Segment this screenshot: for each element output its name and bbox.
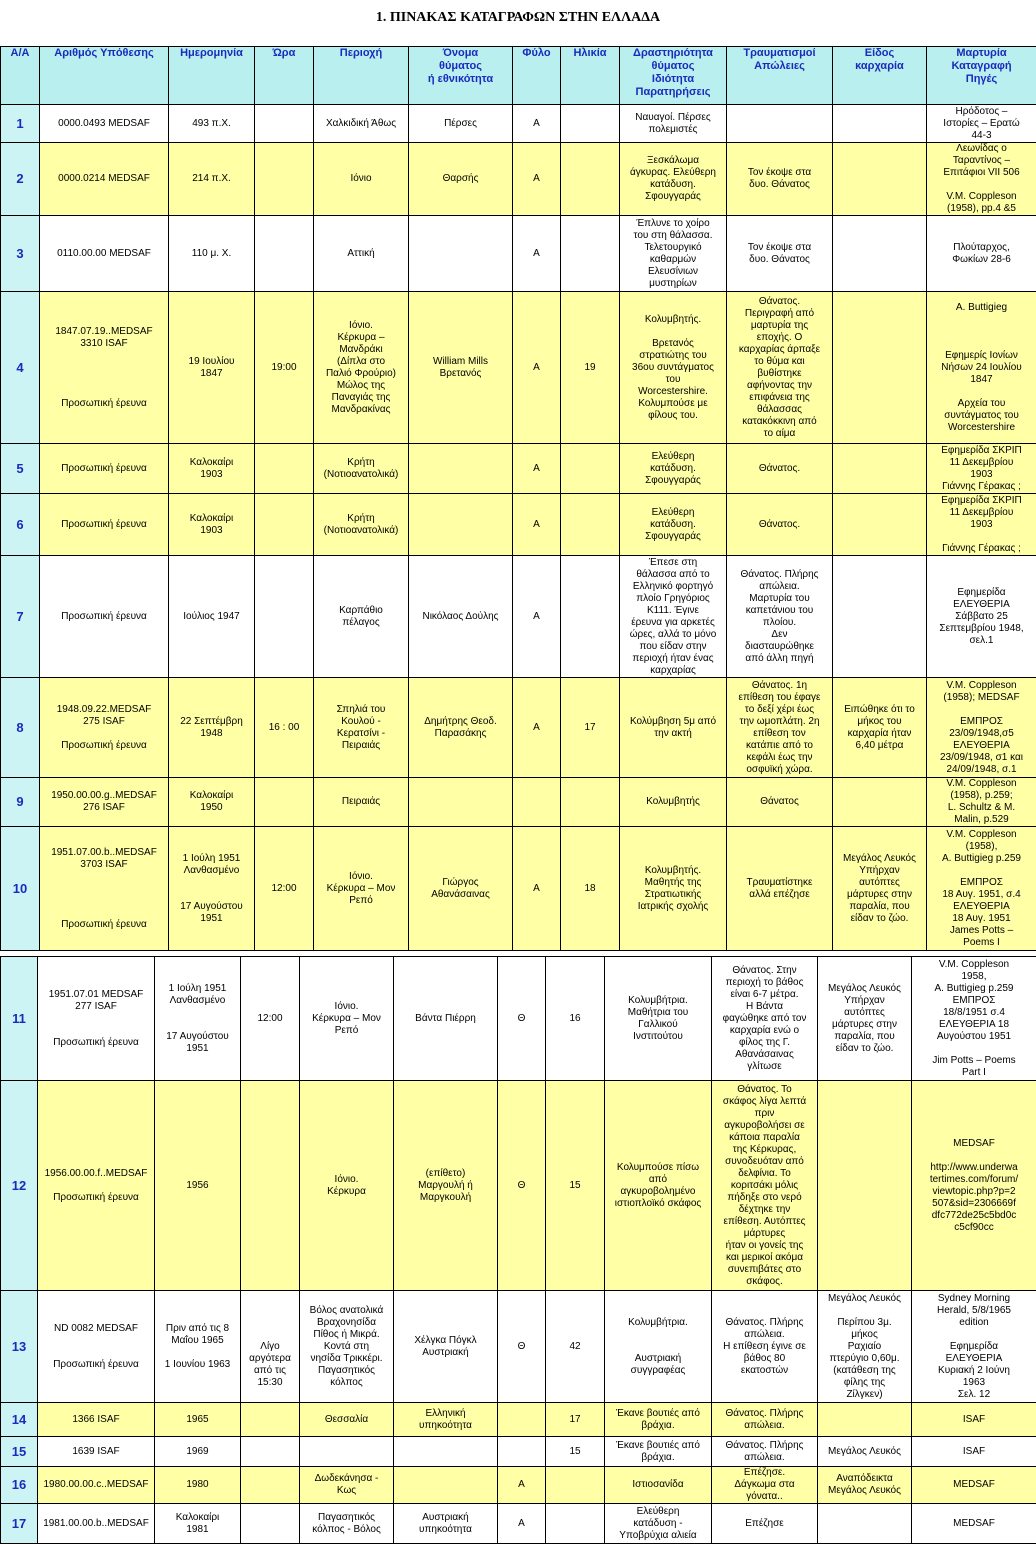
sources-cell: Εφημερίδα ΕΛΕΥΘΕΡΙΑ Σάββατο 25 Σεπτεμβρίου 1948, σελ.1 xyxy=(927,556,1036,678)
row-number-cell: 3 xyxy=(1,216,40,292)
sources-cell: MEDSAF xyxy=(912,1467,1036,1504)
victim-cell: Νικόλαος Δούλης xyxy=(409,556,513,678)
age-cell: 17 xyxy=(546,1403,605,1437)
date-cell: 214 π.Χ. xyxy=(169,143,255,216)
injuries-cell: Θάνατος. Πλήρης απώλεια. xyxy=(712,1403,818,1437)
activity-cell: Έπεσε στη θάλασσα από το Ελληνικό φορτηγό πλοίο Γρηγόριος Κ111. Έγινε έρευνα για αρκετές ώρες, αλλά το μόνο που είδαν στην περιοχή ήταν ένας καρχαρίας xyxy=(620,556,727,678)
age-cell: 19 xyxy=(561,292,620,444)
row-number-cell: 12 xyxy=(1,1081,38,1291)
header-row xyxy=(1,47,1036,105)
victim-cell xyxy=(409,444,513,494)
time-cell xyxy=(255,556,314,678)
age-cell xyxy=(561,216,620,292)
case-number-cell: 1639 ISAF xyxy=(38,1437,155,1467)
area-cell: Χαλκιδική Άθως xyxy=(314,105,409,143)
time-cell xyxy=(255,778,314,827)
injuries-cell: Επέζησε xyxy=(712,1504,818,1544)
injuries-cell: Θάνατος. Πλήρης απώλεια. Μαρτυρία του καπετάνιου του πλοίου. Δεν διασταυρώθηκε από άλλη πηγή xyxy=(727,556,833,678)
time-cell xyxy=(241,1403,300,1437)
row-number-cell: 13 xyxy=(1,1291,38,1403)
area-cell: Βόλος ανατολικά Βραχονησίδα Πίθος ή Μικρά. Κοντά στη νησίδα Τρικκέρι. Παγασητικός κόλπος xyxy=(300,1291,394,1403)
activity-cell: Έκανε βουτιές από βράχια. xyxy=(605,1403,712,1437)
area-cell: Ιόνιο. Κέρκυρα – Μον Ρεπό xyxy=(314,827,409,951)
sources-cell: Πλούταρχος, Φωκίων 28-6 xyxy=(927,216,1036,292)
case-number-cell: 1951.07.00.b..MEDSAF 3703 ISAF Προσωπική έρευνα xyxy=(40,827,169,951)
injuries-cell: Θάνατος. 1η επίθεση του έφαγε το δεξί χέρι έως την ωμοπλάτη. 2η επίθεση τον κατάπιε από το κεφάλι έως την οσφυϊκή χώρα. xyxy=(727,678,833,778)
sources-cell: Εφημερίδα ΣΚΡΙΠ 11 Δεκεμβρίου 1903 Γιάννης Γέρακας ; xyxy=(927,494,1036,556)
age-cell xyxy=(561,556,620,678)
date-cell: Πριν από τις 8 Μαΐου 1965 1 Ιουνίου 1963 xyxy=(155,1291,241,1403)
table-body-1 xyxy=(1,105,1036,951)
injuries-cell xyxy=(727,105,833,143)
shark-type-cell xyxy=(818,1504,912,1544)
age-cell: 15 xyxy=(546,1081,605,1291)
shark-type-cell xyxy=(833,105,927,143)
age-cell: 15 xyxy=(546,1437,605,1467)
table-row xyxy=(1,1437,1036,1467)
date-cell: 22 Σεπτέμβρη 1948 xyxy=(169,678,255,778)
victim-cell: Ελληνική υπηκοότητα xyxy=(394,1403,498,1437)
sources-cell: Εφημερίδα ΣΚΡΙΠ 11 Δεκεμβρίου 1903 Γιάννης Γέρακας ; xyxy=(927,444,1036,494)
row-number-cell: 10 xyxy=(1,827,40,951)
sex-cell: Α xyxy=(513,216,561,292)
victim-cell: Δημήτρης Θεοδ. Παρασάκης xyxy=(409,678,513,778)
table-row xyxy=(1,957,1036,1081)
activity-cell: Ελεύθερη κατάδυση. Σφουγγαράς xyxy=(620,494,727,556)
injuries-cell: Θάνατος. xyxy=(727,494,833,556)
case-number-cell: 1981.00.00.b..MEDSAF xyxy=(38,1504,155,1544)
victim-cell: Αυστριακή υπηκοότητα xyxy=(394,1504,498,1544)
sources-cell: Λεωνίδας ο Ταραντίνος – Επιτάφιοι VII 506 V.M. Coppleson (1958), pp.4 &5 xyxy=(927,143,1036,216)
sex-cell: Α xyxy=(513,444,561,494)
table-row xyxy=(1,143,1036,216)
sex-cell xyxy=(513,778,561,827)
case-number-cell: 1956.00.00.f..MEDSAF Προσωπική έρευνα xyxy=(38,1081,155,1291)
time-cell xyxy=(241,1437,300,1467)
time-cell: Λίγο αργότερα από τις 15:30 xyxy=(241,1291,300,1403)
injuries-cell: Τραυματίστηκε αλλά επέζησε xyxy=(727,827,833,951)
row-number-cell: 16 xyxy=(1,1467,38,1504)
sex-cell: Α xyxy=(498,1467,546,1504)
activity-cell: Κολυμβητής. Μαθητής της Στρατιωτικής Ιατρικής σχολής xyxy=(620,827,727,951)
activity-cell: Ελεύθερη κατάδυση - Υποβρύχια αλιεία xyxy=(605,1504,712,1544)
victim-cell xyxy=(409,216,513,292)
activity-cell: Κολυμβήτρια. Μαθήτρια του Γαλλικού Ινστιτούτου xyxy=(605,957,712,1081)
injuries-cell: Θάνατος. xyxy=(727,444,833,494)
area-cell: Ιόνιο. Κέρκυρα – Μον Ρεπό xyxy=(300,957,394,1081)
area-cell: Κρήτη (Νοτιοανατολικά) xyxy=(314,494,409,556)
activity-cell: Κολυμβητής xyxy=(620,778,727,827)
time-cell xyxy=(255,105,314,143)
time-cell: 12:00 xyxy=(255,827,314,951)
injuries-cell: Θάνατος. Πλήρης απώλεια. xyxy=(712,1437,818,1467)
row-number-cell: 4 xyxy=(1,292,40,444)
date-cell: 19 Ιουλίου 1847 xyxy=(169,292,255,444)
case-number-cell: 1951.07.01 MEDSAF 277 ISAF Προσωπική έρευνα xyxy=(38,957,155,1081)
row-number-cell: 5 xyxy=(1,444,40,494)
shark-type-cell xyxy=(818,1403,912,1437)
row-number-cell: 9 xyxy=(1,778,40,827)
sex-cell: Α xyxy=(513,143,561,216)
case-number-cell: Προσωπική έρευνα xyxy=(40,556,169,678)
date-cell: 1 Ιούλη 1951 Λανθασμένο 17 Αυγούστου 1951 xyxy=(169,827,255,951)
time-cell: 12:00 xyxy=(241,957,300,1081)
activity-cell: Κολύμβηση 5μ από την ακτή xyxy=(620,678,727,778)
date-cell: Ιούλιος 1947 xyxy=(169,556,255,678)
victim-cell: Χέλγκα Πόγκλ Αυστριακή xyxy=(394,1291,498,1403)
area-cell: Καρπάθιο πέλαγος xyxy=(314,556,409,678)
victim-cell: William Mills Βρετανός xyxy=(409,292,513,444)
sources-cell: V.M. Coppleson (1958); MEDSAF ΕΜΠΡΟΣ 23/09/1948,σ5 ΕΛΕΥΘΕΡΙΑ 23/09/1948, σ1 και 24/09/1948, σ.1 xyxy=(927,678,1036,778)
table-row xyxy=(1,827,1036,951)
table-row xyxy=(1,1467,1036,1504)
case-number-cell: 1980.00.00.c..MEDSAF xyxy=(38,1467,155,1504)
age-cell: 16 xyxy=(546,957,605,1081)
shark-type-cell xyxy=(833,778,927,827)
sex-cell xyxy=(498,1403,546,1437)
row-number-cell: 6 xyxy=(1,494,40,556)
case-number-cell: 1366 ISAF xyxy=(38,1403,155,1437)
shark-type-cell: Μεγάλος Λευκός Υπήρχαν αυτόπτες μάρτυρες στην παραλία, που είδαν το ζώο. xyxy=(833,827,927,951)
table-row xyxy=(1,778,1036,827)
shark-type-cell xyxy=(818,1081,912,1291)
sex-cell: Θ xyxy=(498,1291,546,1403)
time-cell xyxy=(255,444,314,494)
shark-type-cell xyxy=(833,292,927,444)
age-cell xyxy=(561,105,620,143)
sex-cell: Α xyxy=(498,1504,546,1544)
sources-cell: MEDSAF xyxy=(912,1504,1036,1544)
case-number-cell: Προσωπική έρευνα xyxy=(40,494,169,556)
sources-cell: V.M. Coppleson (1958), A. Buttigieg p.259 ΕΜΠΡΟΣ 18 Αυγ. 1951, σ.4 ΕΛΕΥΘΕΡΙΑ 18 Αυγ. 1951 James Potts – Poems I xyxy=(927,827,1036,951)
age-cell xyxy=(546,1504,605,1544)
date-cell: 1965 xyxy=(155,1403,241,1437)
age-cell xyxy=(561,444,620,494)
table-row xyxy=(1,292,1036,444)
date-cell: 1 Ιούλη 1951 Λανθασμένο 17 Αυγούστου 1951 xyxy=(155,957,241,1081)
time-cell xyxy=(255,216,314,292)
age-cell xyxy=(561,494,620,556)
area-cell: Σπηλιά του Κουλού - Κερατσίνι - Πειραιάς xyxy=(314,678,409,778)
area-cell: Ιόνιο. Κέρκυρα – Μανδράκι (Δίπλα στο Παλιό Φρούριο) Μώλος της Παναγιάς της Μανδρακίνας xyxy=(314,292,409,444)
injuries-cell: Θάνατος. Το σκάφος λίγα λεπτά πριν αγκυροβολήσει σε κάποια παραλία της Κέρκυρας, συνοδευόταν από δελφίνια. Το κοριτσάκι μόλις πήδηξε στο νερό δέχτηκε την επίθεση. Αυτόπτες μάρτυρες ήταν οι γονείς της και μερικοί ακόμα συνεπιβάτες στο σκάφος. xyxy=(712,1081,818,1291)
sources-cell: A. Buttigieg Εφημερίς Ιονίων Νήσων 24 Ιουλίου 1847 Αρχεία του συντάγματος του Worcestershire xyxy=(927,292,1036,444)
shark-type-cell xyxy=(833,143,927,216)
col-sources-header: Μαρτυρία Καταγραφή Πηγές xyxy=(927,47,1036,105)
date-cell: Καλοκαίρι 1981 xyxy=(155,1504,241,1544)
cases-table-part-2 xyxy=(0,956,1036,1544)
age-cell: 42 xyxy=(546,1291,605,1403)
cases-table-part-1 xyxy=(0,46,1036,951)
table-row xyxy=(1,1504,1036,1544)
activity-cell: Ιστιοσανίδα xyxy=(605,1467,712,1504)
shark-type-cell xyxy=(833,444,927,494)
shark-type-cell: Αναπόδεικτα Μεγάλος Λευκός xyxy=(818,1467,912,1504)
sex-cell xyxy=(498,1437,546,1467)
sex-cell: Θ xyxy=(498,1081,546,1291)
area-cell: Ιόνιο xyxy=(314,143,409,216)
shark-type-cell: Μεγάλος Λευκός xyxy=(818,1437,912,1467)
col-aa-header: Α/Α xyxy=(1,47,40,105)
sources-cell: ISAF xyxy=(912,1437,1036,1467)
sources-cell: V.M. Coppleson 1958, A. Buttigieg p.259 ΕΜΠΡΟΣ 18/8/1951 σ.4 ΕΛΕΥΘΕΡΙΑ 18 Αυγούστου 1951 Jim Potts – Poems Part I xyxy=(912,957,1036,1081)
case-number-cell: 0000.0493 MEDSAF xyxy=(40,105,169,143)
sources-cell: ISAF xyxy=(912,1403,1036,1437)
sex-cell: Α xyxy=(513,292,561,444)
row-number-cell: 17 xyxy=(1,1504,38,1544)
sex-cell: Α xyxy=(513,678,561,778)
victim-cell xyxy=(409,778,513,827)
row-number-cell: 11 xyxy=(1,957,38,1081)
activity-cell: Ναυαγοί. Πέρσες πολεμιστές xyxy=(620,105,727,143)
area-cell xyxy=(300,1437,394,1467)
row-number-cell: 2 xyxy=(1,143,40,216)
shark-type-cell: Ειπώθηκε ότι το μήκος του καρχαρία ήταν 6,40 μέτρα xyxy=(833,678,927,778)
row-number-cell: 15 xyxy=(1,1437,38,1467)
sources-cell: Ηρόδοτος – Ιστορίες – Ερατώ 44-3 xyxy=(927,105,1036,143)
time-cell: 16 : 00 xyxy=(255,678,314,778)
area-cell: Πειραιάς xyxy=(314,778,409,827)
victim-cell xyxy=(394,1467,498,1504)
activity-cell: Έκανε βουτιές από βράχια. xyxy=(605,1437,712,1467)
date-cell: 1969 xyxy=(155,1437,241,1467)
victim-cell: Πέρσες xyxy=(409,105,513,143)
sex-cell: Α xyxy=(513,105,561,143)
shark-type-cell xyxy=(833,556,927,678)
sources-cell: Sydney Morning Herald, 5/8/1965 edition Εφημερίδα ΕΛΕΥΘΕΡΙΑ Κυριακή 2 Ιούνη 1963 Σελ. 12 xyxy=(912,1291,1036,1403)
victim-cell: (επίθετο) Μαργουλή ή Μαργκουλή xyxy=(394,1081,498,1291)
table-row xyxy=(1,1403,1036,1437)
col-date-header: Ημερομηνία xyxy=(169,47,255,105)
injuries-cell: Θάνατος xyxy=(727,778,833,827)
sex-cell: Θ xyxy=(498,957,546,1081)
table-row xyxy=(1,556,1036,678)
table-row xyxy=(1,494,1036,556)
area-cell: Δωδεκάνησα - Κως xyxy=(300,1467,394,1504)
shark-type-cell xyxy=(833,216,927,292)
shark-type-cell xyxy=(833,494,927,556)
victim-cell xyxy=(394,1437,498,1467)
table-row xyxy=(1,1081,1036,1291)
victim-cell: Γιώργος Αθανάσαινας xyxy=(409,827,513,951)
table-body-2 xyxy=(1,957,1036,1544)
age-cell xyxy=(561,143,620,216)
time-cell: 19:00 xyxy=(255,292,314,444)
injuries-cell: Θάνατος. Περιγραφή από μαρτυρία της εποχής. Ο καρχαρίας άρπαξε το θύμα και βυθίστηκε αφήνοντας την επιφάνεια της θάλασσας κατακόκκινη από το αίμα xyxy=(727,292,833,444)
table-row xyxy=(1,105,1036,143)
case-number-cell: Προσωπική έρευνα xyxy=(40,444,169,494)
activity-cell: Ξεσκάλωμα άγκυρας. Ελεύθερη κατάδυση. Σφουγγαράς xyxy=(620,143,727,216)
case-number-cell: 1950.00.00.g..MEDSAF 276 ISAF xyxy=(40,778,169,827)
time-cell xyxy=(255,143,314,216)
victim-cell: Θαρσής xyxy=(409,143,513,216)
sex-cell: Α xyxy=(513,827,561,951)
date-cell: 493 π.Χ. xyxy=(169,105,255,143)
case-number-cell: 0110.00.00 MEDSAF xyxy=(40,216,169,292)
time-cell xyxy=(255,494,314,556)
date-cell: Καλοκαίρι 1950 xyxy=(169,778,255,827)
case-number-cell: 0000.0214 MEDSAF xyxy=(40,143,169,216)
sex-cell: Α xyxy=(513,556,561,678)
age-cell xyxy=(561,778,620,827)
activity-cell: Ελεύθερη κατάδυση. Σφουγγαράς xyxy=(620,444,727,494)
row-number-cell: 1 xyxy=(1,105,40,143)
victim-cell xyxy=(409,494,513,556)
sources-cell: MEDSAF http://www.underwa tertimes.com/forum/ viewtopic.php?p=2 507&sid=2306669f dfc772de25c5bd0c c5cf90cc xyxy=(912,1081,1036,1291)
area-cell: Κρήτη (Νοτιοανατολικά) xyxy=(314,444,409,494)
area-cell: Ιόνιο. Κέρκυρα xyxy=(300,1081,394,1291)
activity-cell: Κολυμπούσε πίσω από αγκυροβολημένο ιστιοπλοϊκό σκάφος xyxy=(605,1081,712,1291)
activity-cell: Έπλυνε το χοίρο του στη θάλασσα. Τελετουργικό καθαρμών Ελευσίνιων μυστηρίων xyxy=(620,216,727,292)
table-row xyxy=(1,1291,1036,1403)
case-number-cell: 1847.07.19..MEDSAF 3310 ISAF Προσωπική έρευνα xyxy=(40,292,169,444)
victim-cell: Βάντα Πιέρρη xyxy=(394,957,498,1081)
area-cell: Θεσσαλία xyxy=(300,1403,394,1437)
page-title: 1. ΠΙΝΑΚΑΣ ΚΑΤΑΓΡΑΦΩΝ ΣΤΗΝ ΕΛΛΑΔΑ xyxy=(0,10,1036,26)
injuries-cell: Τον έκοψε στα δυο. Θάνατος xyxy=(727,143,833,216)
col-case-number-header: Αριθμός Υπόθεσης xyxy=(40,47,169,105)
col-victim-header: Όνομα θύματος ή εθνικότητα xyxy=(409,47,513,105)
date-cell: 1956 xyxy=(155,1081,241,1291)
time-cell xyxy=(241,1504,300,1544)
age-cell: 18 xyxy=(561,827,620,951)
row-number-cell: 14 xyxy=(1,1403,38,1437)
injuries-cell: Θάνατος. Πλήρης απώλεια. Η επίθεση έγινε σε βάθος 80 εκατοστών xyxy=(712,1291,818,1403)
activity-cell: Κολυμβητής. Βρετανός στρατιώτης του 36ου συντάγματος του Worcestershire. Κολυμπούσε με φίλους του. xyxy=(620,292,727,444)
injuries-cell: Τον έκοψε στα δυο. Θάνατος xyxy=(727,216,833,292)
case-number-cell: ND 0082 MEDSAF Προσωπική έρευνα xyxy=(38,1291,155,1403)
shark-type-cell: Μεγάλος Λευκός Υπήρχαν αυτόπτες μάρτυρες στην παραλία, που είδαν το ζώο. xyxy=(818,957,912,1081)
col-time-header: Ώρα xyxy=(255,47,314,105)
sex-cell: Α xyxy=(513,494,561,556)
date-cell: 110 μ. Χ. xyxy=(169,216,255,292)
time-cell xyxy=(241,1081,300,1291)
date-cell: Καλοκαίρι 1903 xyxy=(169,444,255,494)
date-cell: 1980 xyxy=(155,1467,241,1504)
col-shark-type-header: Είδος καρχαρία xyxy=(833,47,927,105)
col-injuries-header: Τραυματισμοί Απώλειες xyxy=(727,47,833,105)
table-row xyxy=(1,216,1036,292)
row-number-cell: 7 xyxy=(1,556,40,678)
row-number-cell: 8 xyxy=(1,678,40,778)
table-row xyxy=(1,678,1036,778)
col-age-header: Ηλικία xyxy=(561,47,620,105)
date-cell: Καλοκαίρι 1903 xyxy=(169,494,255,556)
injuries-cell: Θάνατος. Στην περιοχή το βάθος είναι 6-7 μέτρα. Η Βάντα φαγώθηκε από τον καρχαρία ενώ ο φίλος της Γ. Αθανάσαινας γλίτωσε xyxy=(712,957,818,1081)
sources-cell: V.M. Coppleson (1958), p.259; L. Schultz & M. Malin, p.529 xyxy=(927,778,1036,827)
col-sex-header: Φύλο xyxy=(513,47,561,105)
area-cell: Αττική xyxy=(314,216,409,292)
area-cell: Παγασητικός κόλπος - Βόλος xyxy=(300,1504,394,1544)
shark-type-cell: Μεγάλος Λευκός Περίπου 3μ. μήκος Ραχιαίο πτερύγιο 0,60μ. (κατάθεση της φίλης της Ζίλγκεν) xyxy=(818,1291,912,1403)
injuries-cell: Επέζησε. Δάγκωμα στα γόνατα.. xyxy=(712,1467,818,1504)
col-activity-header: Δραστηριότητα θύματος Ιδιότητα Παρατηρήσεις xyxy=(620,47,727,105)
age-cell xyxy=(546,1467,605,1504)
time-cell xyxy=(241,1467,300,1504)
activity-cell: Κολυμβήτρια. Αυστριακή συγγραφέας xyxy=(605,1291,712,1403)
table-row xyxy=(1,444,1036,494)
case-number-cell: 1948.09.22.MEDSAF 275 ISAF Προσωπική έρευνα xyxy=(40,678,169,778)
age-cell: 17 xyxy=(561,678,620,778)
col-area-header: Περιοχή xyxy=(314,47,409,105)
